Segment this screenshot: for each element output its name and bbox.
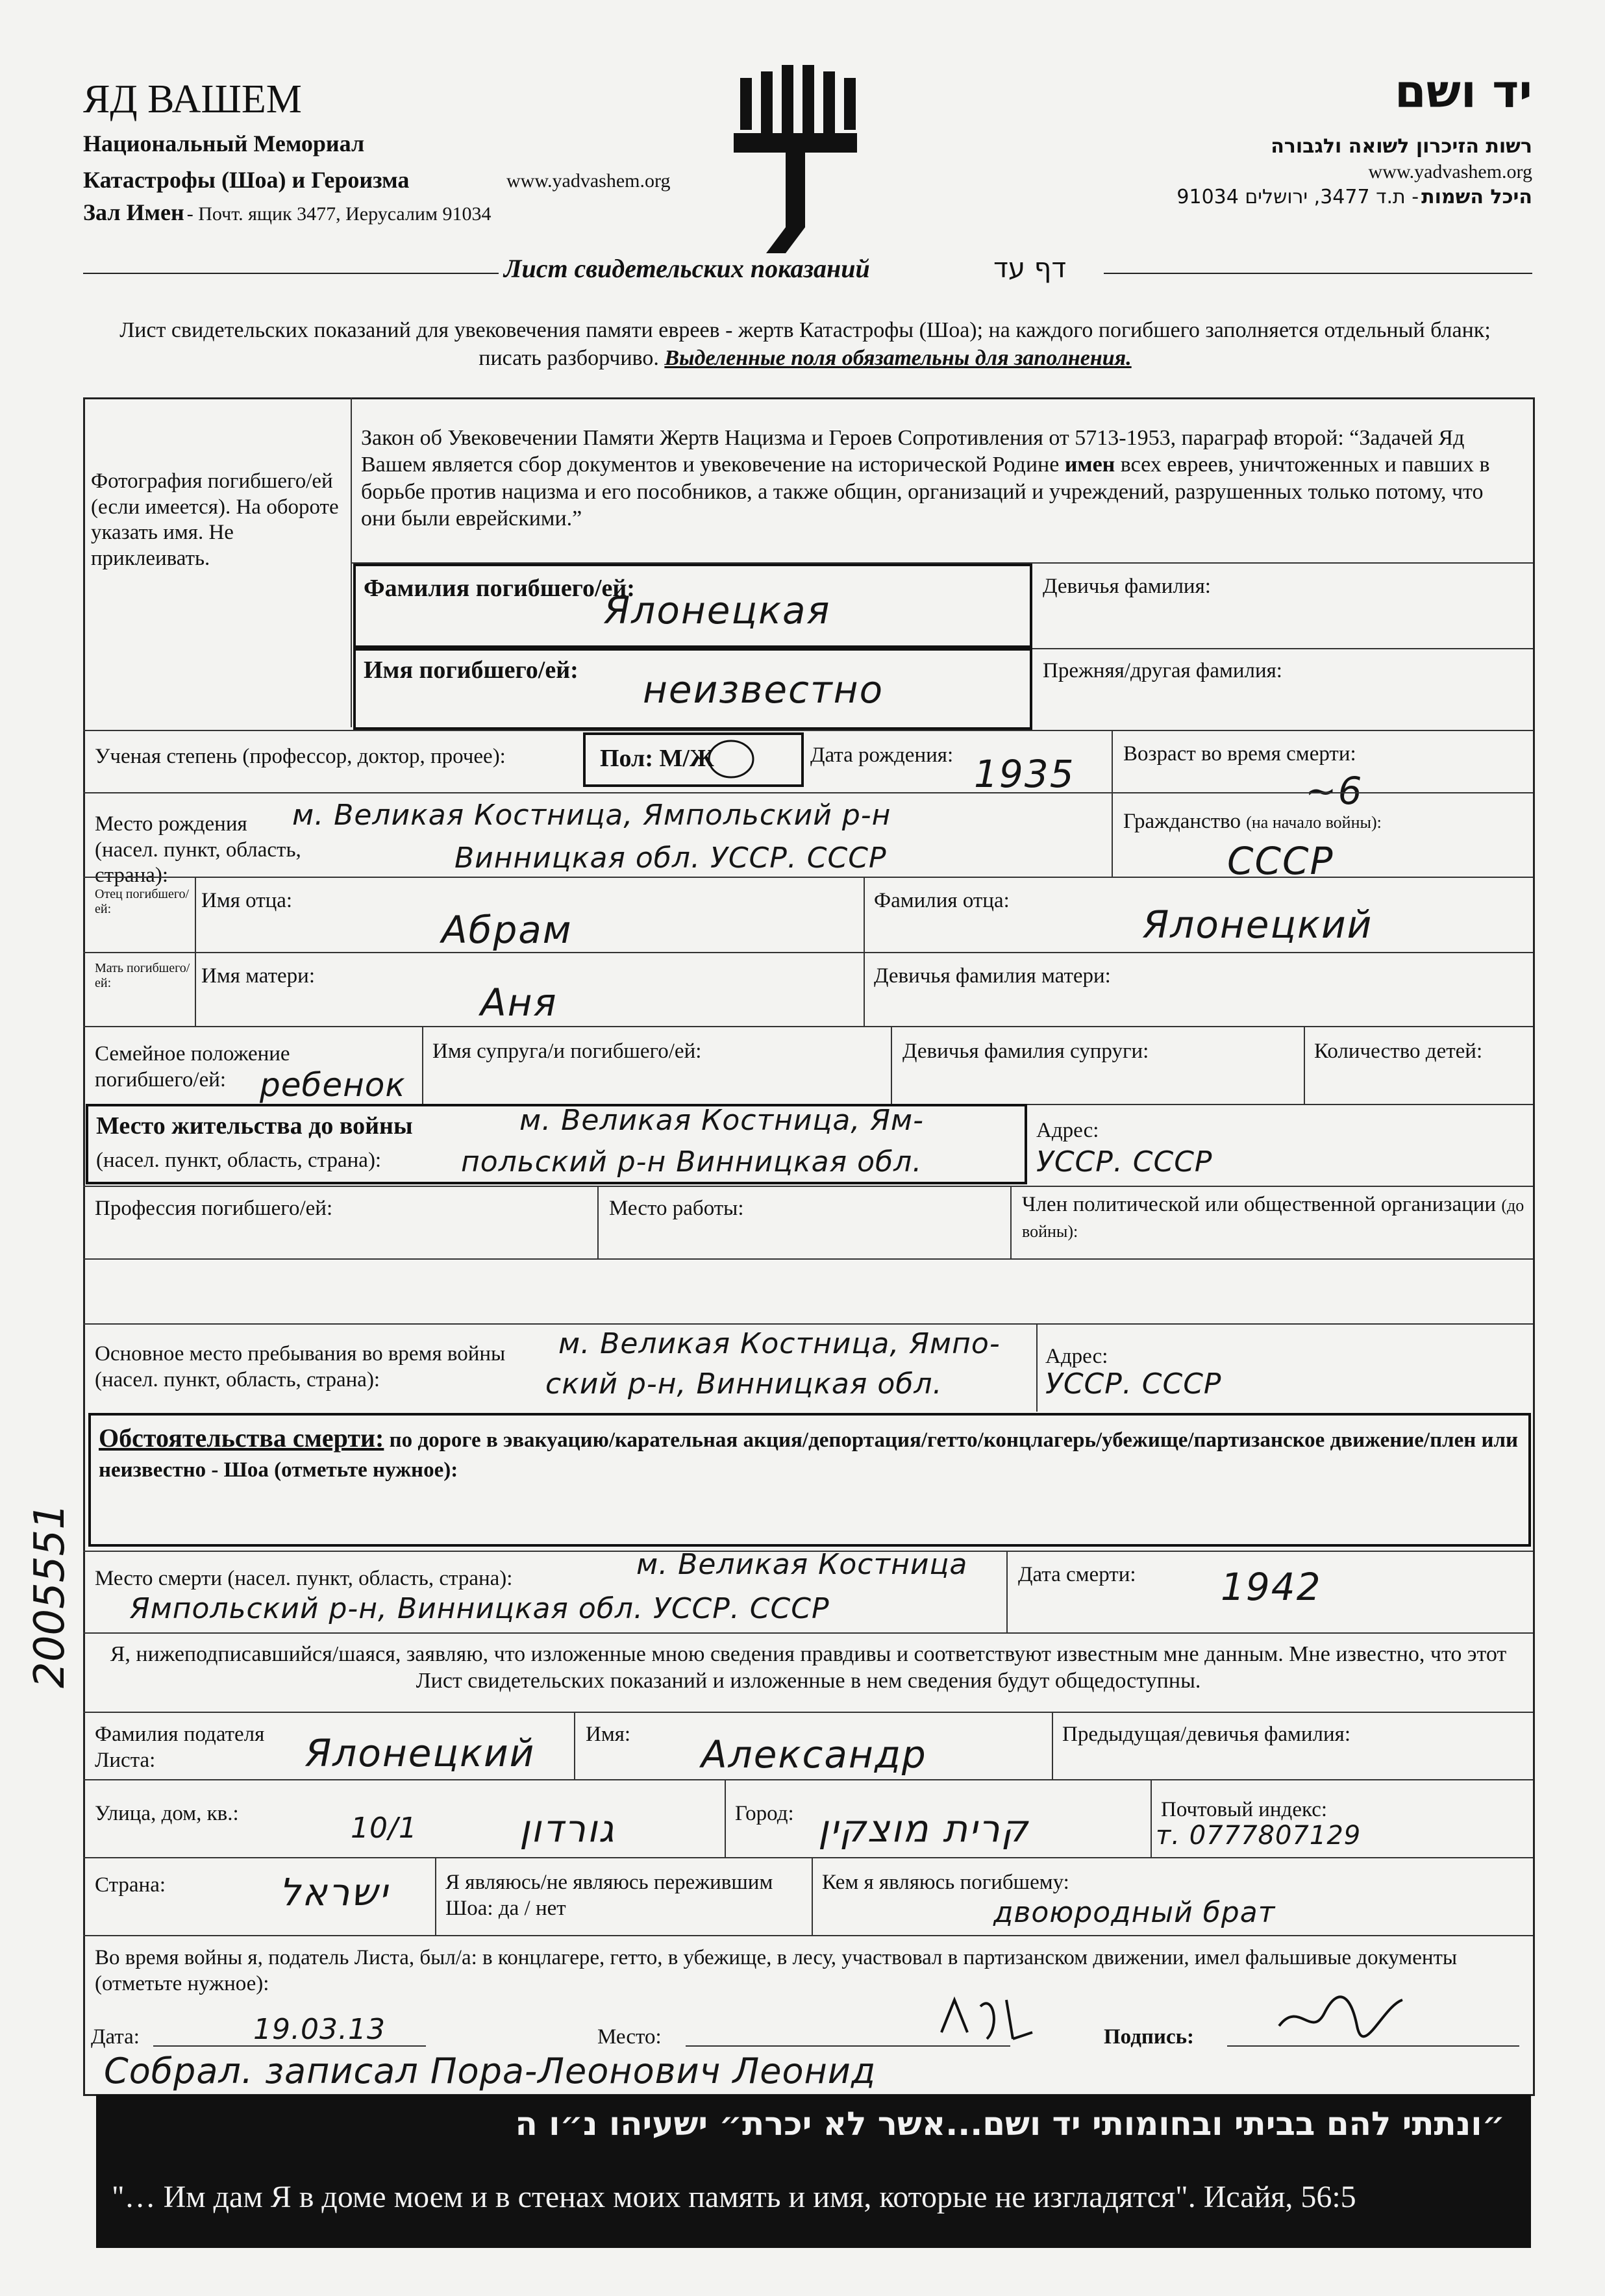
profession-label: Профессия погибшего/ей: <box>95 1197 333 1220</box>
maiden-label: Девичья фамилия: <box>1043 575 1211 598</box>
sex-circle-mark-icon <box>705 736 757 782</box>
spouse-maiden-divider <box>891 1026 892 1104</box>
mother-tag: Мать погибшего/ей: <box>95 961 190 990</box>
submitter-surname-value: Ялонецкий <box>305 1731 536 1775</box>
wartime-address-value: УССР. СССР <box>1045 1367 1222 1401</box>
date-value: 19.03.13 <box>253 2013 386 2046</box>
father-name-label: Имя отца: <box>201 889 293 912</box>
row-country-top <box>83 1857 1533 1858</box>
father-name-value: Абрам <box>442 908 573 952</box>
member-label <box>1022 1192 1528 1243</box>
profession-work-divider <box>597 1186 599 1258</box>
signature-line <box>1227 2045 1519 2047</box>
wartime-line1: м. Великая Костница, Ямпо- <box>558 1327 1001 1360</box>
mother-name-value: Аня <box>480 980 558 1025</box>
street-city-divider <box>725 1779 726 1857</box>
mother-maiden-label: Девичья фамилия матери: <box>874 964 1111 988</box>
org-he-line1: רשות הזיכרון לשואה ולגבורה <box>1271 135 1532 158</box>
country-value: ישראל <box>279 1870 389 1914</box>
street-label: Улица, дом, кв.: <box>95 1802 239 1825</box>
member-note: (до войны): <box>1022 1196 1524 1241</box>
submitter-wartime-text: Во время войны я, податель Листа, был/а: в концлагере, гетто, в убежище, в лесу, участвовал в партизанском движении, имел фальшивые документы (отметьте нужное): <box>95 1946 1458 1995</box>
degree-label: Ученая степень (профессор, доктор, прочее): <box>95 745 506 768</box>
footer-hebrew: ״ונתתי להם בביתי ובחומותי יד ושם...אשר לא יכרת״ ישעיהו נ״ו ה <box>515 2105 1505 2143</box>
marital-spouse-divider <box>422 1026 423 1104</box>
org-title-ru: ЯД ВАШЕМ <box>83 77 302 121</box>
surname-label: Фамилия погибшего/ей: <box>364 575 635 602</box>
he-address-line <box>1176 186 1532 208</box>
intro-text <box>97 317 1513 372</box>
intro-required: Выделенные поля обязательны для заполнения. <box>664 345 1132 370</box>
parent-tag-divider <box>195 877 196 1026</box>
dob-value: 1935 <box>974 752 1075 796</box>
form-title: Лист свидетельских показаний <box>504 254 870 283</box>
row-father-top <box>83 877 1533 878</box>
dob-age-divider <box>1112 730 1113 792</box>
age-value: ~6 <box>1305 769 1363 813</box>
yad-vashem-logo-icon <box>727 65 870 260</box>
father-tag: Отец погибшего/ей: <box>95 887 190 916</box>
org-title-he: יד ושם <box>1395 65 1532 118</box>
firstname-label: Имя погибшего/ей: <box>364 656 579 684</box>
deathplace-line2: Ямпольский р-н, Винницкая обл. УССР. СССР <box>130 1592 830 1625</box>
row-declaration-top <box>83 1632 1533 1634</box>
website-right: www.yadvashem.org <box>1368 161 1532 182</box>
hall-address: - Почт. ящик 3477, Иерусалим 91034 <box>186 203 491 225</box>
residence-sub: (насел. пункт, область, страна): <box>96 1149 382 1172</box>
city-zip-divider <box>1151 1779 1152 1857</box>
row-wartime-top <box>83 1323 1533 1325</box>
relation-value: двоюродный брат <box>993 1896 1276 1929</box>
row-marital-top <box>83 1026 1533 1027</box>
sex-label: Пол: М/Ж <box>600 745 714 772</box>
law-bold: имен <box>1064 453 1115 477</box>
surname-value: Ялонецкая <box>604 588 831 632</box>
place-label: Место: <box>597 2025 662 2049</box>
law-text <box>361 425 1523 532</box>
children-label: Количество детей: <box>1314 1040 1483 1063</box>
street-number-value: 10/1 <box>351 1812 417 1845</box>
deathdate-value: 1942 <box>1221 1565 1322 1609</box>
collected-note: Собрал. записал Пора-Леонович Леонид <box>104 2051 877 2091</box>
wartime-address-divider <box>1036 1323 1038 1412</box>
country-label: Страна: <box>95 1873 166 1897</box>
citizenship-value: СССР <box>1227 839 1334 883</box>
death-date-divider <box>1006 1551 1008 1632</box>
row-profession-top <box>83 1186 1533 1187</box>
relation-label: Кем я являюсь погибшему: <box>822 1871 1069 1894</box>
maiden-bottom-line <box>1032 648 1533 649</box>
father-surname-value: Ялонецкий <box>1143 903 1373 947</box>
birth-citizen-divider <box>1112 792 1113 877</box>
age-label: Возраст во время смерти: <box>1123 742 1356 766</box>
title-rule-right <box>1104 273 1532 274</box>
residence-label: Место жительства до войны <box>96 1112 413 1140</box>
survivor-label: Я являюсь/не являюсь пережившим Шоа: да / нет <box>445 1871 773 1920</box>
birthplace-label: Место рождения (насел. пункт, область, страна): <box>95 812 301 888</box>
workplace-label: Место работы: <box>609 1197 744 1220</box>
citizenship-label <box>1123 809 1382 835</box>
residence-address-value: УССР. СССР <box>1036 1145 1213 1179</box>
photo-label: Фотография погибшего/ей (если имеется). На обороте указать имя. Не приклеивать. <box>91 469 339 570</box>
street-value: גורדון <box>519 1806 616 1851</box>
org-line2: Катастрофы (Шоа) и Героизма <box>83 167 410 193</box>
survivor-relation-divider <box>812 1857 813 1935</box>
submitter-name-label: Имя: <box>586 1723 631 1746</box>
place-line <box>686 2045 1010 2047</box>
firstname-value: неизвестно <box>643 668 884 712</box>
wartime-address-label: Адрес: <box>1045 1345 1108 1368</box>
he-hall-address: - ת.ד 3477, ירושלים 91034 <box>1176 186 1419 208</box>
signature-label: Подпись: <box>1104 2025 1195 2049</box>
birthplace-line2: Винницкая обл. УССР. СССР <box>454 842 887 875</box>
row-degree-top <box>83 730 1533 731</box>
website-left: www.yadvashem.org <box>506 170 671 192</box>
sub-prev-divider <box>1052 1712 1053 1779</box>
hall-label: Зал Имен <box>83 199 184 225</box>
form-title-he: דף עד <box>993 252 1067 284</box>
footer-russian: "… Им дам Я в доме моем и в стенах моих память и имя, которые не изгладятся". Исайя, 56:5 <box>112 2180 1356 2214</box>
spouse-label: Имя супруга/и погибшего/ей: <box>432 1040 702 1063</box>
zip-label: Почтовый индекс: <box>1161 1798 1328 1821</box>
dob-label: Дата рождения: <box>810 743 954 767</box>
marital-label: Семейное положение погибшего/ей: <box>95 1042 290 1092</box>
residence-line2: польский р-н Винницкая обл. <box>461 1145 923 1179</box>
row-birth-top <box>83 792 1533 793</box>
city-label: Город: <box>735 1802 794 1825</box>
wartime-line2: ский р-н, Винницкая обл. <box>545 1367 943 1401</box>
residence-line1: м. Великая Костница, Ям- <box>519 1104 925 1137</box>
footer-quote-bar <box>96 2095 1531 2248</box>
parent-mid-divider <box>864 877 865 1026</box>
circumstances-options: по дороге в эвакуацию/карательная акция/депортация/гетто/концлагерь/убежище/партизанское движение/плен или неизвестно - Шоа (отметьте нужное): <box>99 1429 1519 1482</box>
deathplace-label: Место смерти (насел. пункт, область, страна): <box>95 1567 513 1590</box>
country-survivor-divider <box>435 1857 436 1935</box>
submitter-prev-label: Предыдущая/девичья фамилия: <box>1062 1723 1351 1746</box>
residence-address-label: Адрес: <box>1036 1119 1099 1142</box>
row-mother-top <box>83 952 1533 953</box>
intro-body: Лист свидетельских показаний для увековечения памяти евреев - жертв Катастрофы (Шоа); на каждого погибшего заполняется отдельный бланк; писать разборчиво. <box>119 318 1491 370</box>
circumstances-label: Обстоятельства смерти: <box>99 1423 384 1453</box>
submitter-name-value: Александр <box>701 1732 927 1777</box>
citizenship-note: (на начало войны): <box>1246 813 1382 832</box>
deathplace-line1: м. Великая Костница <box>636 1548 968 1581</box>
law-part1: Закон об Увековечении Памяти Жертв Нацизма и Героев Сопротивления от 5713-1953, параграф второй: “Задачей Яд Вашем является сбор документов и увековечение на исторической Родине <box>361 426 1465 477</box>
date-label: Дата: <box>91 2025 140 2049</box>
wartime-label: Основное место пребывания во время войны (насел. пункт, область, страна): <box>95 1342 506 1391</box>
signature-scribble-icon <box>1273 1987 1415 2045</box>
sub-name-divider <box>574 1712 575 1779</box>
hall-line <box>83 199 491 226</box>
birthplace-line1: м. Великая Костница, Ямпольский р-н <box>292 799 891 832</box>
zip-value: т. 0777807129 <box>1156 1821 1362 1851</box>
marital-value: ребенок <box>260 1066 406 1104</box>
citizenship-label-text: Гражданство <box>1123 810 1241 833</box>
member-label-text: Член политической или общественной организации <box>1022 1193 1497 1216</box>
children-divider <box>1304 1026 1305 1104</box>
he-hall-label: היכל השמות <box>1421 186 1532 208</box>
declaration-text: Я, нижеподписавшийся/шаяся, заявляю, что изложенные мною сведения правдивы и соответствуют известным мне данным. Мне известно, что этот Лист свидетельских показаний и изложенные в нем сведения будут общедоступны. <box>110 1642 1507 1693</box>
prev-surname-label: Прежняя/другая фамилия: <box>1043 659 1282 682</box>
row-wartime-self-top <box>83 1935 1533 1936</box>
place-scribble-icon <box>935 1987 1039 2045</box>
law-part2: всех евреев, уничтоженных и павших в борьбе против нацизма и его пособников, а также общин, организаций и учреждений, разрушенных только потому, что они были еврейскими.” <box>361 453 1490 531</box>
row-profession-bottom <box>83 1258 1533 1260</box>
row-submitter-top <box>83 1712 1533 1713</box>
mother-name-label: Имя матери: <box>201 964 315 988</box>
submitter-surname-label: Фамилия подателя Листа: <box>95 1723 265 1772</box>
spouse-maiden-label: Девичья фамилия супруги: <box>902 1040 1149 1063</box>
father-surname-label: Фамилия отца: <box>874 889 1010 912</box>
org-line1: Национальный Мемориал <box>83 131 365 156</box>
residence-address-top <box>1027 1104 1533 1105</box>
title-rule-left <box>83 273 499 274</box>
circumstances-text <box>99 1421 1521 1485</box>
row-street-top <box>83 1779 1533 1780</box>
city-value: קרית מוצקין <box>818 1806 1029 1851</box>
margin-number: 2005551 <box>26 1503 74 1688</box>
work-member-divider <box>1010 1186 1012 1258</box>
deathdate-label: Дата смерти: <box>1018 1563 1136 1586</box>
